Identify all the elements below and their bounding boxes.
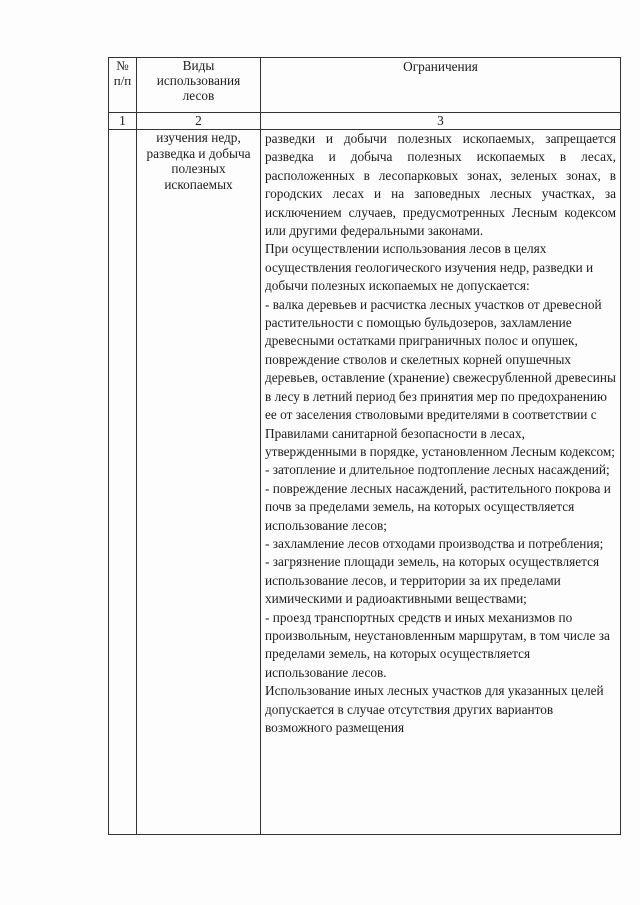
restriction-paragraph: разведки и добычи полезных ископаемых, запрещается разведка и добыча полезных ископаемых в лесах, расположенных в лесопарковых зонах, зеленых зонах, в городских лесах и на заповедных лесных участках, за исключением случаев, предусмотренных Лесным кодексом или другими федеральными законами. [265, 131, 616, 239]
header-usage-kind: Виды использования лесов [137, 58, 261, 113]
restriction-list-item: - загрязнение площади земель, на которых осуществляется использование лесов, и территории за их пределами химическими и радиоактивными веществами; [265, 554, 600, 607]
header-number: № п/п [109, 58, 137, 113]
restriction-paragraph: Использование иных лесных участков для указанных целей допускается в случае отсутствия других вариантов возможного размещения [265, 683, 604, 735]
restriction-list-item: - захламление лесов отходами производства и потребления; [265, 535, 604, 551]
header-restrictions: Ограничения [261, 58, 621, 113]
restriction-list-item: - валка деревьев и расчистка лесных участков от древесной растительности с помощью бульдозеров, захламление древесными остатками приграничных полос и опушек, повреждение стволов и скелетных корней опушечных деревьев, оставление (хранение) свежесрубленной древесины в лесу в летний период без принятия мер по предохранению ее от заселения стволовыми вредителями в соответствии с Правилами санитарной безопасности в лесах, утвержденными в порядке, установленном Лесным кодексом; [265, 296, 616, 459]
row-number-cell [109, 130, 137, 835]
column-number-2: 2 [137, 113, 261, 130]
restrictions-table [108, 57, 621, 835]
usage-kind-cell: изучения недр, разведка и добыча полезных ископаемых [137, 130, 261, 835]
restriction-list-item: - проезд транспортных средств и иных механизмов по произвольным, неустановленным маршрутам, в том числе за пределами земель, на которых осуществляется использование лесов. [265, 609, 610, 680]
column-number-1: 1 [109, 113, 137, 130]
table-header-row [109, 58, 621, 113]
restriction-list-item: - повреждение лесных насаждений, растительного покрова и почв за пределами земель, на которых осуществляется использование лесов; [265, 480, 611, 533]
table-row [109, 130, 621, 835]
column-number-row [109, 113, 621, 130]
column-number-3: 3 [261, 113, 621, 130]
restrictions-cell [261, 130, 621, 835]
restriction-paragraph: При осуществлении использования лесов в целях осуществления геологического изучения недр, разведки и добычи полезных ископаемых не допускается: [265, 241, 594, 294]
restriction-list-item: - затопление и длительное подтопление лесных насаждений; [265, 462, 610, 478]
